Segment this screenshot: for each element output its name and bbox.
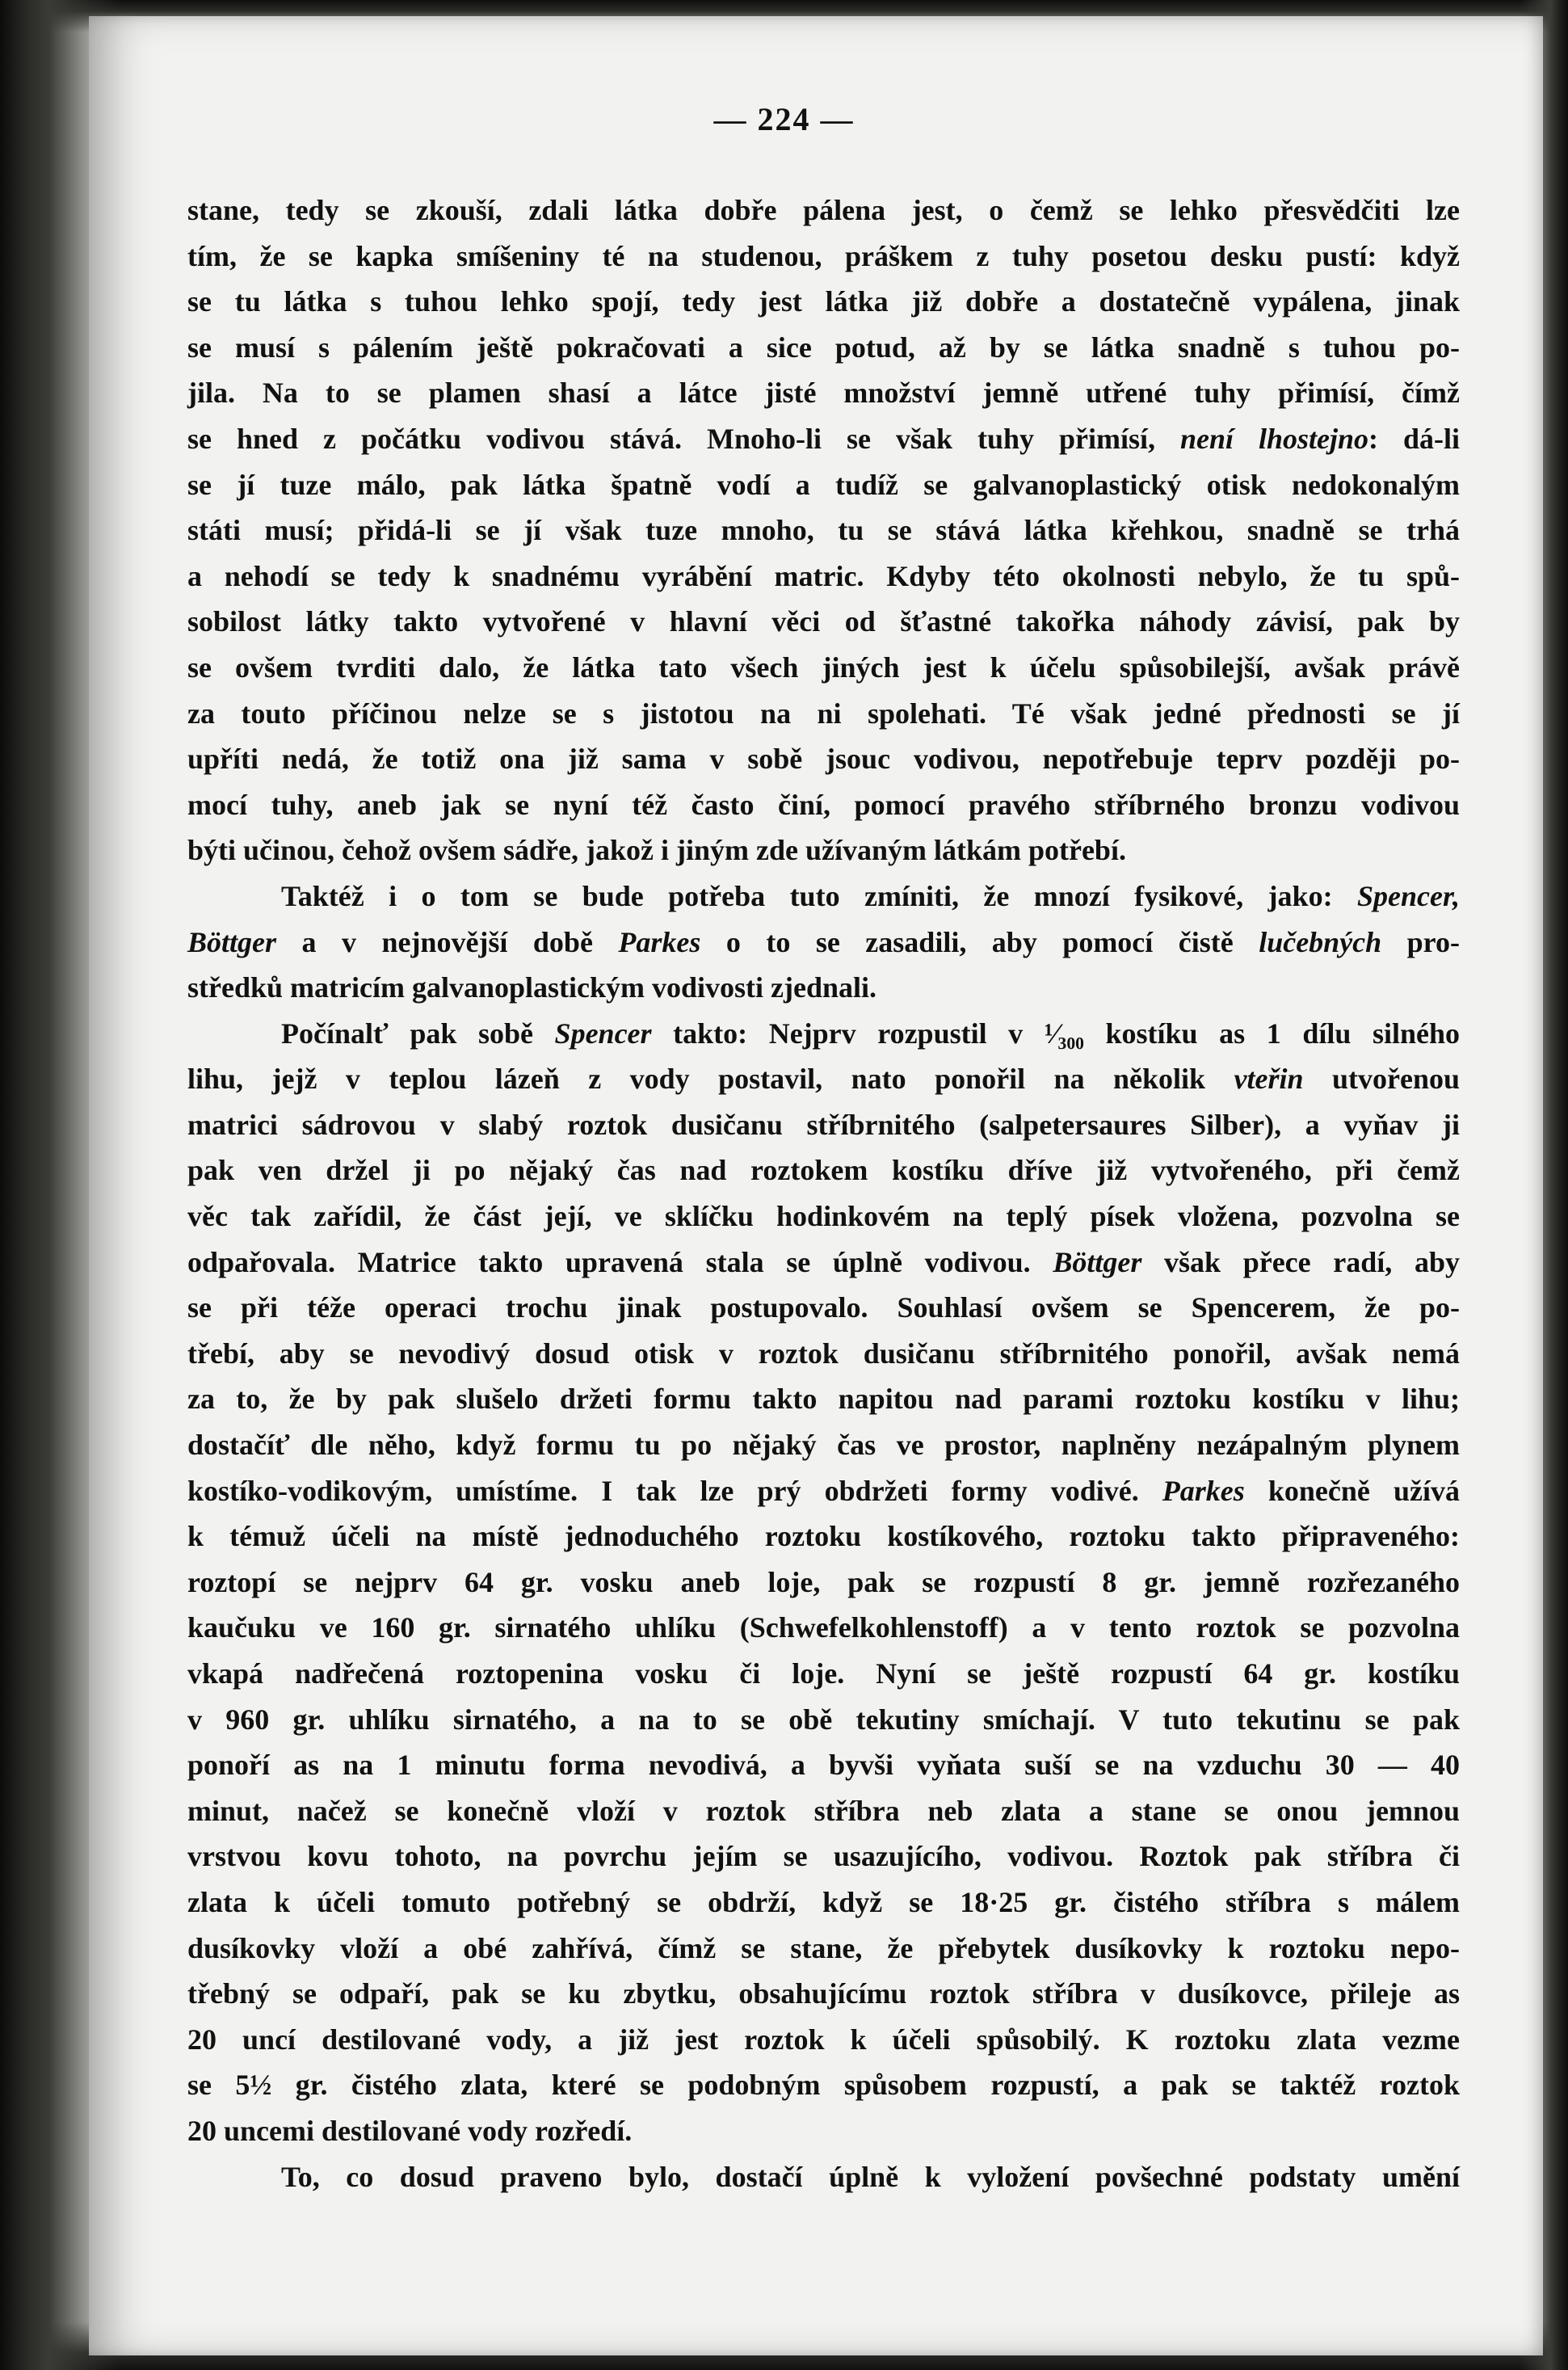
text-line [187, 187, 1460, 234]
text-run: sobilost látky takto vytvořené v hlavní věci od šťastné takořka náhody závisí, pak by [187, 605, 1460, 638]
text-run: minut, načež se konečně vloží v roztok stříbra neb zlata a stane se onou jemnou [187, 1794, 1460, 1827]
text-run: pro- [1381, 925, 1461, 958]
italic-text: není lhostejno [1179, 422, 1369, 455]
text-run: býti učinou, čehož ovšem sádře, jakož i jiným zde užívaným látkám potřebí. [187, 834, 1126, 867]
text-line [187, 2154, 1460, 2200]
text-line [187, 1880, 1460, 1926]
text-run: utvořenou [1303, 1063, 1460, 1096]
text-run: lihu, jejž v teplou lázeň z vody postavil, nato ponořil na několik [187, 1063, 1234, 1096]
text-line [187, 279, 1460, 325]
text-run: se při téže operaci trochu jinak postupovalo. Souhlasí ovšem se Spencerem, že po- [187, 1291, 1460, 1324]
text-run: se jí tuze málo, pak látka špatně vodí a tudíž se galvanoplastický otisk nedokonalým [187, 468, 1460, 501]
text-run: však přece radí, aby [1141, 1245, 1460, 1278]
page-number: — 224 — [713, 101, 855, 137]
text-line [187, 1560, 1460, 1606]
text-run: mocí tuhy, aneb jak se nyní též často činí, pomocí pravého stříbrného bronzu vodivou [187, 788, 1460, 821]
text-run: upříti nedá, že totiž ona již sama v sobě jsouc vodivou, nepotřebuje teprv později po- [187, 743, 1460, 776]
text-run: dostačíť dle něho, když formu tu po nějaký čas ve prostor, naplněny nezápalným plynem [187, 1429, 1460, 1462]
text-run: roztopí se nejprv 64 gr. vosku aneb loje, pak se rozpustí 8 gr. jemně rozřezaného [187, 1565, 1460, 1598]
italic-text: Spencer, [1356, 879, 1460, 912]
text-run: se ovšem tvrditi dalo, že látka tato všech jiných jest k účelu spůsobilejší, avšak právě [187, 650, 1460, 684]
text-run: matrici sádrovou v slabý roztok dusičanu stříbrnitého (salpetersaures Silber), a vyňav ji [187, 1108, 1460, 1141]
text-line [187, 965, 1460, 1011]
text-line [187, 599, 1460, 645]
text-run: jila. Na to se plamen shasí a látce jisté množství jemně utřené tuhy přimísí, čímž [187, 377, 1460, 410]
text-line [187, 462, 1460, 508]
italic-text: Parkes [618, 925, 701, 958]
text-run: a nehodí se tedy k snadnému vyrábění matric. Kdyby této okolnosti nebylo, že tu spů- [187, 559, 1460, 592]
text-line [187, 1833, 1460, 1880]
italic-text: Spencer [554, 1017, 652, 1050]
text-line [187, 370, 1460, 416]
text-line [187, 1605, 1460, 1651]
text-line [187, 2062, 1460, 2108]
text-line [187, 554, 1460, 600]
text-line [187, 782, 1460, 828]
text-line [187, 1971, 1460, 2017]
text-run: stane, tedy se zkouší, zdali látka dobře pálena jest, o čemž se lehko přesvědčiti lze [187, 194, 1460, 226]
body-text [187, 187, 1460, 2200]
text-line [187, 1422, 1460, 1468]
text-run: kostíko-vodikovým, umístíme. I tak lze prý obdržeti formy vodivé. [187, 1474, 1162, 1507]
text-line [187, 691, 1460, 737]
text-line [187, 1331, 1460, 1377]
text-line [187, 1926, 1460, 1972]
text-line [187, 234, 1460, 280]
text-line [187, 507, 1460, 554]
text-run: se 5½ gr. čistého zlata, které se podobným spůsobem rozpustí, a pak se taktéž roztok [187, 2069, 1460, 2102]
text-run: za to, že by pak slušelo držeti formu takto napitou nad parami roztoku kostíku v lihu; [187, 1383, 1460, 1416]
text-run: státi musí; přidá-li se jí však tuze mnoho, tu se stává látka křehkou, snadně se trhá [187, 514, 1460, 547]
text-line [187, 1240, 1460, 1286]
text-line [187, 1742, 1460, 1788]
text-run: : dá-li [1368, 422, 1460, 455]
text-run: kaučuku ve 160 gr. sirnatého uhlíku (Schwefelkohlenstoff) a v tento roztok se pozvolna [187, 1611, 1460, 1644]
text-run: To, co dosud praveno bylo, dostačí úplně k vyložení povšechné podstaty umění [281, 2160, 1460, 2193]
text-line [187, 1697, 1460, 1743]
text-line [187, 1056, 1460, 1102]
text-line [187, 1788, 1460, 1834]
text-run: třebný se odpaří, pak se ku zbytku, obsahujícímu roztok stříbra v dusíkovce, přileje as [187, 1977, 1460, 2010]
text-run: Taktéž i o tom se bude potřeba tuto zmíniti, že mnozí fysikové, jako: [281, 879, 1357, 912]
italic-text: lučebných [1259, 925, 1382, 958]
text-run: vkapá nadřečená roztopenina vosku či loje. Nyní se ještě rozpustí 64 gr. kostíku [187, 1657, 1460, 1690]
text-line [187, 1011, 1460, 1057]
text-run: věc tak zařídil, že část její, ve sklíčku hodinkovém na teplý písek vložena, pozvolna se [187, 1200, 1460, 1233]
text-line [187, 1513, 1460, 1560]
italic-text: vteřin [1234, 1063, 1304, 1096]
text-run: a v nejnovější době [276, 925, 619, 958]
text-run: k témuž účeli na místě jednoduchého roztoku kostíkového, roztoku takto připraveného: [187, 1520, 1460, 1553]
text-run: se musí s pálením ještě pokračovati a sice potud, až by se látka snadně s tuhou po- [187, 330, 1460, 364]
text-run: ponoří as na 1 minutu forma nevodivá, a byvši vyňata suší se na vzduchu 30 — 40 [187, 1749, 1460, 1782]
text-line [187, 1285, 1460, 1331]
text-run: Počínalť pak sobě [281, 1017, 555, 1050]
text-run: 20 uncemi destilované vody rozředí. [187, 2114, 633, 2147]
text-run: v 960 gr. uhlíku sirnatého, a na to se obě tekutiny smíchají. V tuto tekutinu se pak [187, 1703, 1460, 1736]
text-line [187, 736, 1460, 782]
text-line [187, 1102, 1460, 1148]
text-line [187, 416, 1460, 462]
text-run: 20 uncí destilované vody, a již jest roztok k účeli spůsobilý. K roztoku zlata vezme [187, 2023, 1460, 2056]
text-run: se hned z počátku vodivou stává. Mnoho-li se však tuhy přimísí, [187, 422, 1180, 455]
text-run: středků matricím galvanoplastickým vodivosti zjednali. [187, 971, 876, 1004]
text-line [187, 827, 1460, 873]
text-line [187, 920, 1460, 966]
text-line [187, 325, 1460, 371]
text-line [187, 1468, 1460, 1514]
text-line [187, 873, 1460, 920]
text-line [187, 1147, 1460, 1193]
text-run: za touto příčinou nelze se s jistotou na ni spolehati. Té však jedné přednosti se jí [187, 697, 1460, 730]
italic-text: Böttger [1053, 1245, 1142, 1278]
text-line [187, 2017, 1460, 2063]
italic-text: Böttger [187, 925, 277, 958]
text-run: pak ven držel ji po nějaký čas nad roztokem kostíku dříve již vytvořeného, při čemž [187, 1154, 1460, 1187]
text-line [187, 1376, 1460, 1422]
text-line [187, 2108, 1460, 2154]
text-run: takto: Nejprv rozpustil v ¹⁄₃₀₀ kostíku as 1 dílu silného [651, 1017, 1460, 1050]
text-run: o to se zasadili, aby pomocí čistě [700, 925, 1259, 958]
text-run: třebí, aby se nevodivý dosud otisk v roztok dusičanu stříbrnitého ponořil, avšak nemá [187, 1337, 1460, 1370]
text-run: konečně užívá [1244, 1474, 1460, 1507]
text-run: zlata k účeli tomuto potřebný se obdrží, když se 18·25 gr. čistého stříbra s málem [187, 1885, 1460, 1918]
text-run: tím, že se kapka smíšeniny té na studenou, práškem z tuhy posetou desku pustí: když [187, 239, 1460, 272]
text-line [187, 645, 1460, 691]
text-run: odpařovala. Matrice takto upravená stala se úplně vodivou. [187, 1245, 1053, 1278]
text-line [187, 1193, 1460, 1240]
text-line [187, 1651, 1460, 1697]
text-run: vrstvou kovu tohoto, na povrchu jejím se usazujícího, vodivou. Roztok pak stříbra či [187, 1840, 1460, 1873]
italic-text: Parkes [1162, 1474, 1245, 1507]
text-run: dusíkovky vloží a obé zahřívá, čímž se stane, že přebytek dusíkovky k roztoku nepo- [187, 1931, 1460, 1964]
text-run: se tu látka s tuhou lehko spojí, tedy jest látka již dobře a dostatečně vypálena, jinak [187, 285, 1460, 318]
